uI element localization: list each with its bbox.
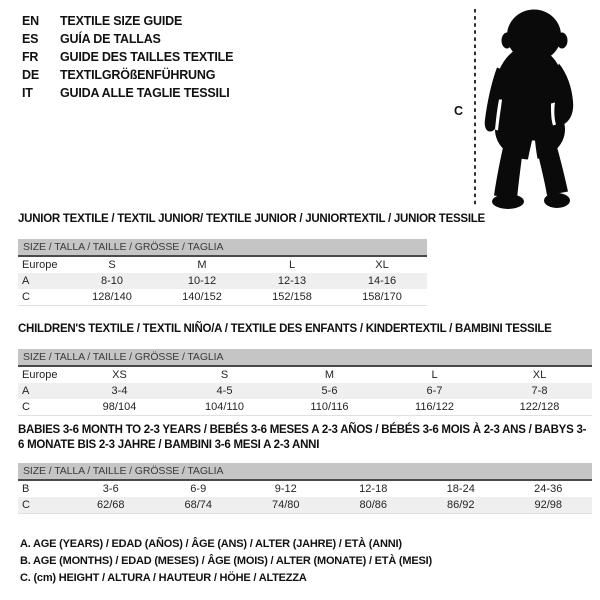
table-cell: 104/110 <box>205 401 244 413</box>
note-age-years: A. AGE (YEARS) / EDAD (AÑOS) / ÂGE (ANS) / ALTER (JAHRE) / ETÀ (ANNI) <box>20 538 402 550</box>
language-row <box>22 12 233 30</box>
row-label-cell: A <box>22 275 30 287</box>
table-cell: 122/128 <box>519 401 560 413</box>
table-cell: 12-13 <box>277 275 307 287</box>
table-cell: 24-36 <box>534 483 563 495</box>
guide-title: GUIDE DES TAILLES TEXTILE <box>60 50 234 64</box>
row-label-cell: C <box>22 401 30 413</box>
table-cell: 4-5 <box>216 385 233 397</box>
row-label-cell: C <box>22 291 30 303</box>
table-cell: 18-24 <box>446 483 475 495</box>
table-row <box>18 257 427 273</box>
note-height-cm: C. (cm) HEIGHT / ALTURA / HAUTEUR / HÖHE / ALTEZZA <box>20 572 307 584</box>
table-row <box>18 399 592 415</box>
table-row <box>18 289 427 305</box>
legend-notes <box>20 536 432 587</box>
region-label-cell: Europe <box>22 259 58 271</box>
row-label-cell: B <box>22 483 30 495</box>
size-header-bar: SIZE / TALLA / TAILLE / GRÖSSE / TAGLIA <box>18 463 592 481</box>
column-header-cell: XL <box>532 369 547 381</box>
language-row <box>22 48 233 66</box>
height-measure-figure <box>450 5 598 217</box>
table-cell: 86/92 <box>446 499 475 511</box>
language-row <box>22 66 233 84</box>
language-row <box>22 84 233 102</box>
table-cell: 98/104 <box>102 401 137 413</box>
guide-title: GUÍA DE TALLAS <box>60 32 161 46</box>
table-row <box>18 273 427 289</box>
table-cell: 140/152 <box>182 291 222 303</box>
language-row <box>22 30 233 48</box>
babies-section-title: BABIES 3-6 MONTH TO 2-3 YEARS / BEBÉS 3-6 MESES A 2-3 AÑOS / BÉBÉS 3-6 MOIS À 2-3 ANS / BABYS 3-6 MONATE BIS 2-3 JAHRE / BAMBINI 3-6 MESI A 2-3 ANNI <box>18 424 587 451</box>
table-row <box>18 497 592 513</box>
language-code: IT <box>22 86 33 100</box>
table-cell: 14-16 <box>367 275 397 287</box>
table-cell: 152/158 <box>272 291 312 303</box>
language-code: FR <box>22 50 39 64</box>
table-cell: 8-10 <box>100 275 124 287</box>
column-header-cell: S <box>108 259 116 271</box>
table-cell: 80/86 <box>359 499 388 511</box>
junior-section-title: JUNIOR TEXTILE / TEXTIL JUNIOR/ TEXTILE JUNIOR / JUNIORTEXTIL / JUNIOR TESSILE <box>18 213 485 225</box>
column-header-cell: M <box>197 259 207 271</box>
language-code: EN <box>22 14 39 28</box>
table-cell: 7-8 <box>531 385 548 397</box>
table-cell: 158/170 <box>362 291 402 303</box>
note-age-months: B. AGE (MONTHS) / EDAD (MESES) / ÂGE (MOIS) / ALTER (MONATE) / ETÀ (MESI) <box>20 555 432 567</box>
table-cell: 74/80 <box>271 499 300 511</box>
table-cell: 110/116 <box>310 401 349 413</box>
column-header-cell: L <box>288 259 296 271</box>
table-row <box>18 481 592 497</box>
guide-title: TEXTILE SIZE GUIDE <box>60 14 183 28</box>
column-header-cell: M <box>324 369 335 381</box>
table-row <box>18 367 592 383</box>
row-label-cell: A <box>22 385 30 397</box>
children-section-title: CHILDREN'S TEXTILE / TEXTIL NIÑO/A / TEXTILE DES ENFANTS / KINDERTEXTIL / BAMBINI TESSILE <box>18 323 552 335</box>
table-row <box>18 383 592 399</box>
junior-size-table <box>18 239 427 306</box>
region-label-cell: Europe <box>22 369 58 381</box>
table-cell: 128/140 <box>92 291 132 303</box>
row-label-cell: C <box>22 499 30 511</box>
height-dashed-line <box>473 9 477 207</box>
column-header-cell: S <box>220 369 229 381</box>
table-cell: 9-12 <box>274 483 297 495</box>
table-cell: 6-7 <box>426 385 443 397</box>
table-cell: 116/122 <box>415 401 454 413</box>
column-header-cell: XL <box>375 259 389 271</box>
height-measure-label: C <box>454 104 464 118</box>
table-cell: 92/98 <box>534 499 563 511</box>
table-cell: 12-18 <box>359 483 388 495</box>
table-cell: 10-12 <box>187 275 217 287</box>
language-code: DE <box>22 68 39 82</box>
language-code: ES <box>22 32 39 46</box>
column-header-cell: XS <box>112 369 127 381</box>
guide-title: GUIDA ALLE TAGLIE TESSILI <box>60 86 230 100</box>
table-cell: 6-9 <box>190 483 207 495</box>
babies-size-table <box>18 463 592 514</box>
table-cell: 68/74 <box>184 499 213 511</box>
column-header-cell: L <box>431 369 438 381</box>
size-header-bar: SIZE / TALLA / TAILLE / GRÖSSE / TAGLIA <box>18 349 592 367</box>
table-cell: 3-6 <box>102 483 119 495</box>
table-cell: 3-4 <box>111 385 128 397</box>
table-cell: 5-6 <box>321 385 338 397</box>
table-cell: 62/68 <box>96 499 125 511</box>
children-size-table <box>18 349 592 416</box>
baby-silhouette-icon <box>483 7 578 213</box>
guide-title: TEXTILGRÖßENFÜHRUNG <box>60 68 216 82</box>
language-title-list <box>22 12 233 102</box>
size-header-bar: SIZE / TALLA / TAILLE / GRÖSSE / TAGLIA <box>18 239 427 257</box>
